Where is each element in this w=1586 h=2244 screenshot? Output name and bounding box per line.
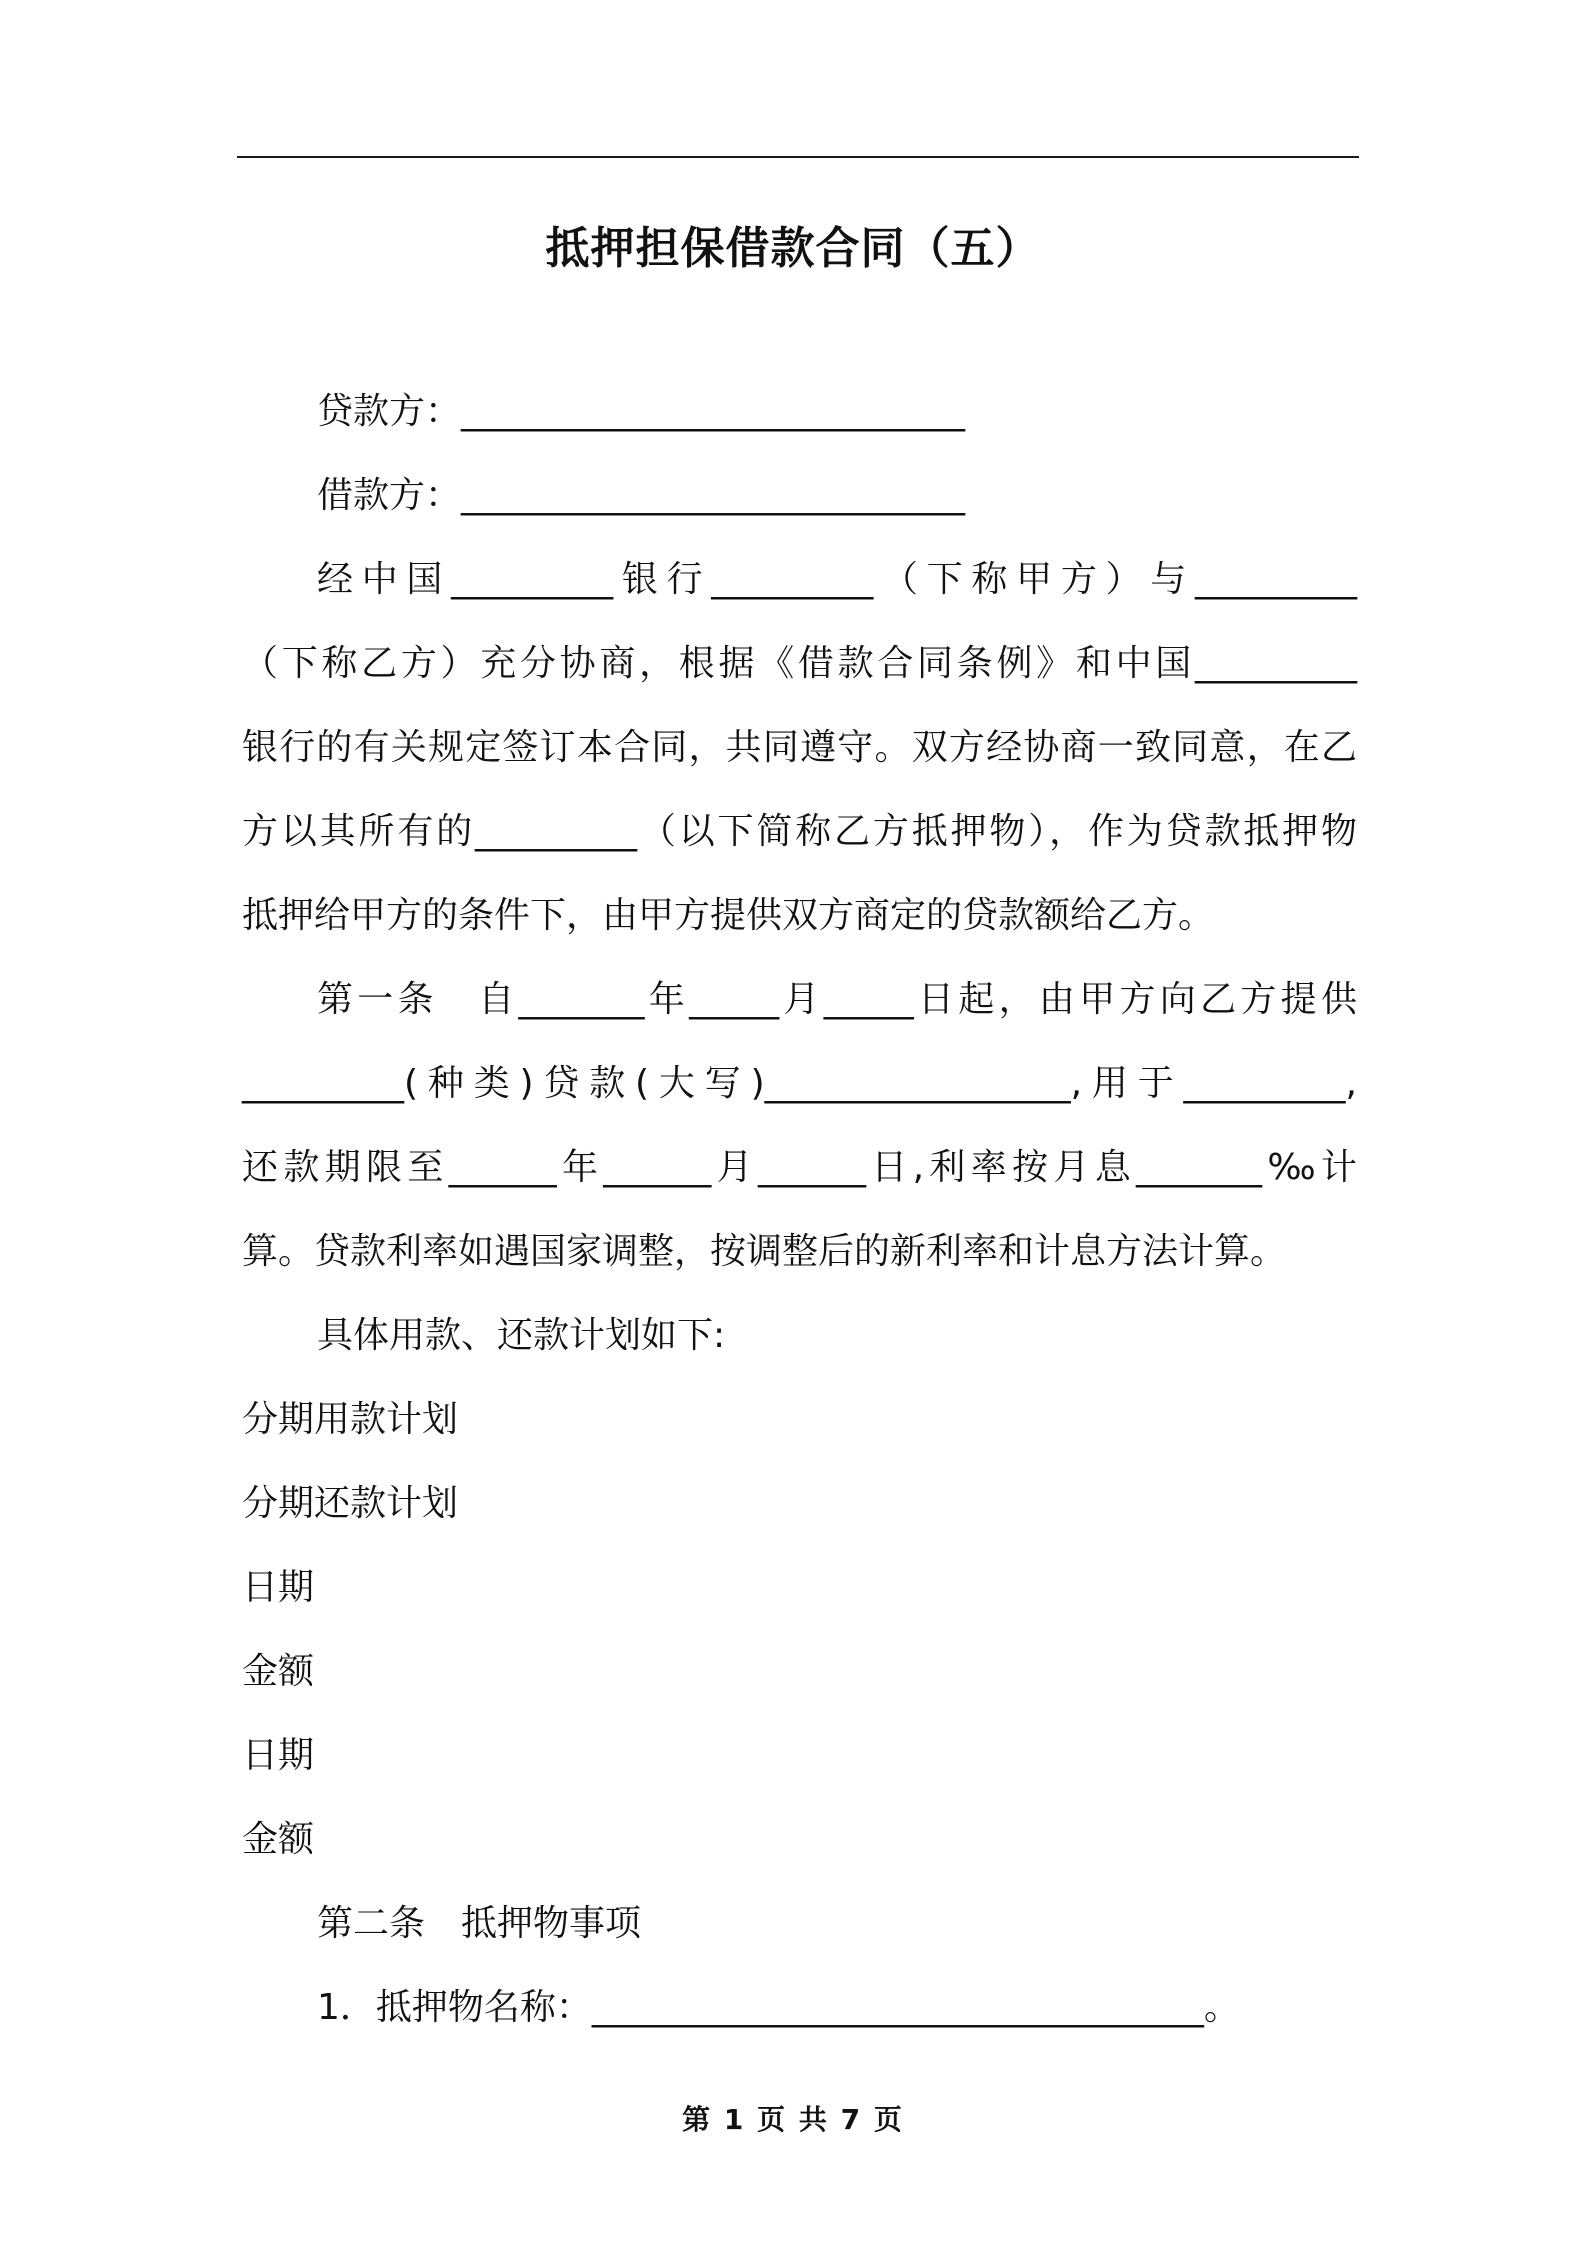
header-rule	[237, 156, 1359, 158]
article-1-line: 算。贷款利率如遇国家调整，按调整后的新利率和计息方法计算。	[242, 1231, 1287, 1272]
article-2-heading: 第二条 抵押物事项	[317, 1903, 642, 1944]
article-1-line: 还款期限至______年______月______日,利率按月息_______‰计	[242, 1147, 1357, 1188]
document-title: 抵押担保借款合同（五）	[545, 223, 1041, 274]
page-footer: 第 1 页 共 7 页	[682, 2103, 904, 2136]
plan-item: 分期还款计划	[242, 1483, 459, 1524]
article-1-line: _________(种类)贷款(大写)_________________,用于_________,	[242, 1063, 1357, 1104]
body-paragraph-line: （下称乙方）充分协商，根据《借款合同条例》和中国_________	[242, 643, 1357, 684]
body-paragraph-line: 抵押给甲方的条件下，由甲方提供双方商定的贷款额给乙方。	[242, 895, 1215, 936]
plan-intro-line: 具体用款、还款计划如下:	[317, 1315, 726, 1356]
plan-item: 金额	[242, 1651, 315, 1692]
plan-item: 金额	[242, 1819, 315, 1860]
body-paragraph-line: 方以其所有的_________（以下简称乙方抵押物），作为贷款抵押物	[242, 811, 1357, 852]
lender-line: 贷款方：____________________________	[317, 391, 966, 432]
body-paragraph-line: 经中国_________银行_________（下称甲方）与_________	[317, 559, 1357, 600]
document-body	[242, 370, 1357, 2050]
borrower-line: 借款方：____________________________	[317, 475, 966, 516]
body-paragraph-line: 银行的有关规定签订本合同，共同遵守。双方经协商一致同意，在乙	[242, 727, 1357, 768]
plan-item: 日期	[242, 1567, 315, 1608]
article-1-line: 第一条 自_______年_____月_____日起，由甲方向乙方提供	[317, 979, 1357, 1020]
collateral-name-line: 1．抵押物名称：__________________________________。	[317, 1987, 1240, 2028]
plan-item: 日期	[242, 1735, 315, 1776]
plan-item: 分期用款计划	[242, 1399, 459, 1440]
